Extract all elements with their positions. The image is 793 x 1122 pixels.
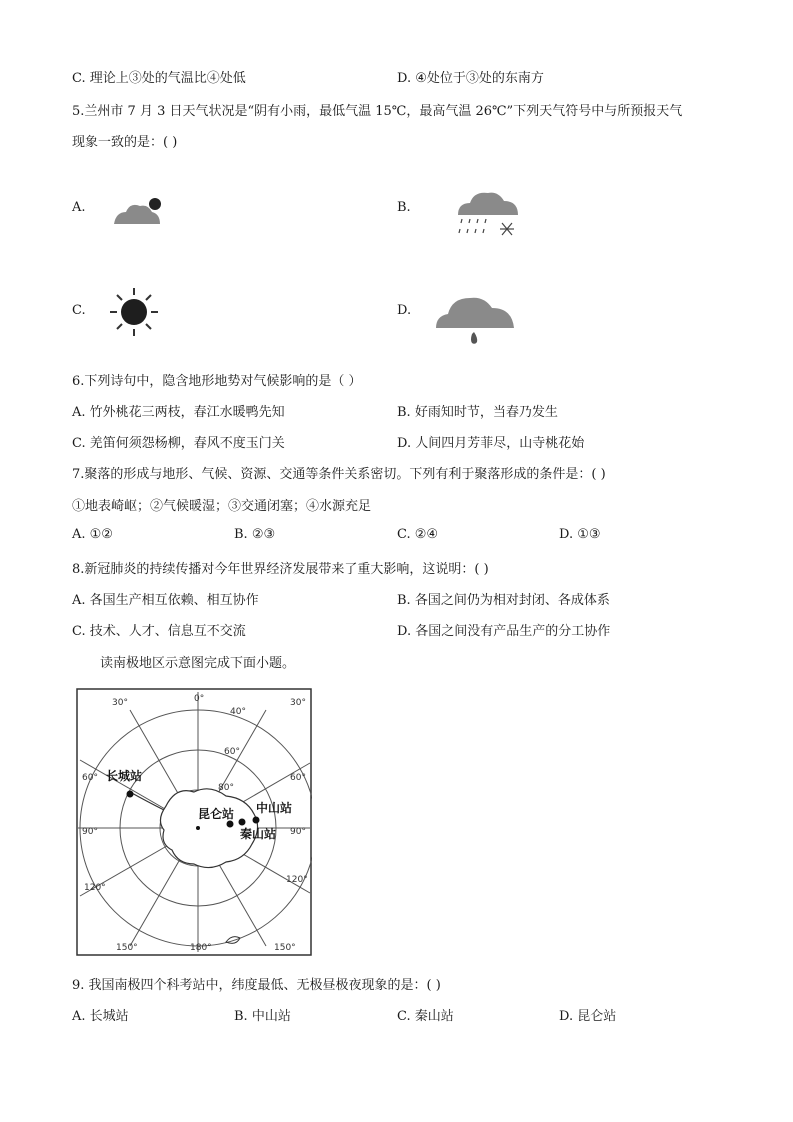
- rain-snow-icon: [452, 187, 524, 241]
- q7-option-c: C. ②④: [397, 527, 439, 542]
- lon-label-90w: 90°: [82, 827, 98, 837]
- q5-option-c-label: C.: [72, 303, 86, 318]
- q7-option-a: A. ①②: [72, 527, 113, 542]
- q9-option-d: D. 昆仑站: [559, 1009, 617, 1024]
- lon-label-60w: 60°: [82, 773, 98, 783]
- kunlun-station-label: 昆仑站: [198, 807, 235, 821]
- qinshan-station-label: 秦山站: [240, 827, 277, 841]
- lat-label-40: 40°: [230, 707, 246, 717]
- q5-option-b-label: B.: [397, 200, 411, 215]
- q6-option-d: D. 人间四月芳菲尽，山寺桃花始: [397, 436, 585, 451]
- antarctica-map: [76, 688, 312, 956]
- q8-option-c: C. 技术、人才、信息互不交流: [72, 624, 246, 639]
- lon-label-150e: 150°: [274, 943, 296, 953]
- lon-label-30w: 30°: [112, 698, 128, 708]
- cloud-sun-icon: [110, 190, 170, 230]
- qinshan-station-marker: [239, 819, 246, 826]
- changcheng-station-marker: [127, 791, 134, 798]
- q7-conditions: ①地表崎岖；②气候暖湿；③交通闭塞；④水源充足: [72, 499, 372, 514]
- q8-option-b: B. 各国之间仍为相对封闭、各成体系: [397, 593, 610, 608]
- zhongshan-station-marker: [253, 817, 260, 824]
- q5-option-a-label: A.: [72, 200, 86, 215]
- south-pole-marker: [196, 826, 200, 830]
- q6-option-c: C. 羌笛何须怨杨柳，春风不度玉门关: [72, 436, 285, 451]
- sun-icon: [104, 286, 168, 338]
- lon-label-180: 180°: [190, 943, 212, 953]
- q7-option-d: D. ①③: [559, 527, 601, 542]
- changcheng-station-label: 长城站: [106, 769, 143, 783]
- q6-stem: 6.下列诗句中，隐含地形地势对气候影响的是（ ）: [72, 374, 362, 389]
- q8-option-a: A. 各国生产相互依赖、相互协作: [72, 593, 259, 608]
- q4-option-d: D. ④处位于③处的东南方: [397, 71, 544, 86]
- q5-stem-line1: 5.兰州市 7 月 3 日天气状况是“阴有小雨，最低气温 15℃，最高气温 26℃”下列天气符号中与所预报天气: [72, 104, 683, 119]
- kunlun-station-marker: [227, 821, 234, 828]
- q9-option-b: B. 中山站: [234, 1009, 291, 1024]
- lat-label-60: 60°: [224, 747, 240, 757]
- q9-option-c: C. 秦山站: [397, 1009, 454, 1024]
- lon-label-120e: 120°: [286, 875, 308, 885]
- lon-label-120w: 120°: [84, 883, 106, 893]
- q8-option-d: D. 各国之间没有产品生产的分工协作: [397, 624, 611, 639]
- q6-option-a: A. 竹外桃花三两枝，春江水暖鸭先知: [72, 405, 285, 420]
- q7-stem: 7.聚落的形成与地形、气候、资源、交通等条件关系密切。下列有利于聚落形成的条件是：( ): [72, 467, 606, 482]
- q9-option-a: A. 长城站: [72, 1009, 129, 1024]
- q5-stem-line2: 现象一致的是：( ): [72, 135, 178, 150]
- q6-option-b: B. 好雨知时节，当春乃发生: [397, 405, 558, 420]
- lon-label-30e: 30°: [290, 698, 306, 708]
- q5-option-d-label: D.: [397, 303, 412, 318]
- lon-label-0: 0°: [194, 694, 205, 704]
- q7-option-b: B. ②③: [234, 527, 276, 542]
- lat-label-80: 80°: [218, 783, 234, 793]
- lon-label-90e: 90°: [290, 827, 306, 837]
- q8-stem: 8.新冠肺炎的持续传播对今年世界经济发展带来了重大影响，这说明：( ): [72, 562, 489, 577]
- lon-label-60e: 60°: [290, 773, 306, 783]
- map-intro: 读南极地区示意图完成下面小题。: [100, 656, 296, 671]
- q4-option-c: C. 理论上③处的气温比④处低: [72, 71, 246, 86]
- cloud-light-rain-icon: [434, 290, 518, 346]
- lon-label-150w: 150°: [116, 943, 138, 953]
- zhongshan-station-label: 中山站: [256, 801, 293, 815]
- q9-stem: 9. 我国南极四个科考站中，纬度最低、无极昼极夜现象的是：( ): [72, 978, 441, 993]
